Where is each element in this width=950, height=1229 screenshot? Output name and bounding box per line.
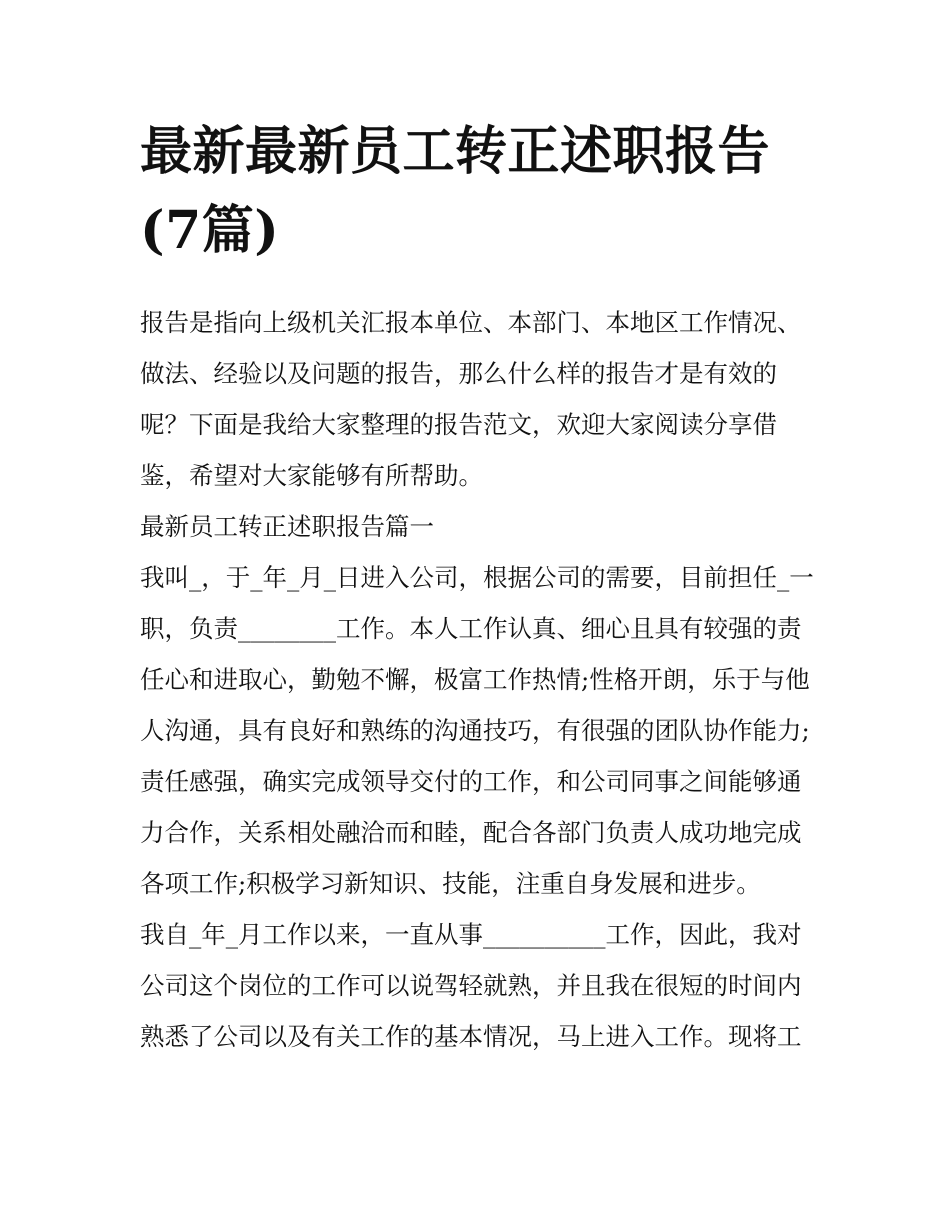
body-paragraph-1: 我叫_，于_年_月_日进入公司，根据公司的需要，目前担任_一职，负责________工作。本人工作认真、细心且具有较强的责任心和进取心，勤勉不懈，极富工作热情;性格开朗，乐于与他人沟通，具有良好和熟练的沟通技巧，有很强的团队协作能力;责任感强，确实完成领导交付的工作，和公司同事之间能够通力合作，关系相处融洽而和睦，配合各部门负责人成功地完成各项工作;积极学习新知识、技能，注重自身发展和进步。	[140, 563, 814, 898]
section-heading: 最新员工转正述职报告篇一	[140, 512, 434, 541]
document-title: 最新最新员工转正述职报告(7篇)	[140, 121, 771, 261]
body-paragraph-2: 我自_年_月工作以来，一直从事__________工作，因此，我对公司这个岗位的工作可以说驾轻就熟，并且我在很短的时间内熟悉了公司以及有关工作的基本情况，马上进入工作。现将工	[140, 920, 802, 1051]
intro-paragraph: 报告是指向上级机关汇报本单位、本部门、本地区工作情况、做法、经验以及问题的报告，那么什么样的报告才是有效的呢？下面是我给大家整理的报告范文，欢迎大家阅读分享借鉴，希望对大家能够有所帮助。	[140, 308, 802, 490]
document-content	[140, 112, 820, 1062]
